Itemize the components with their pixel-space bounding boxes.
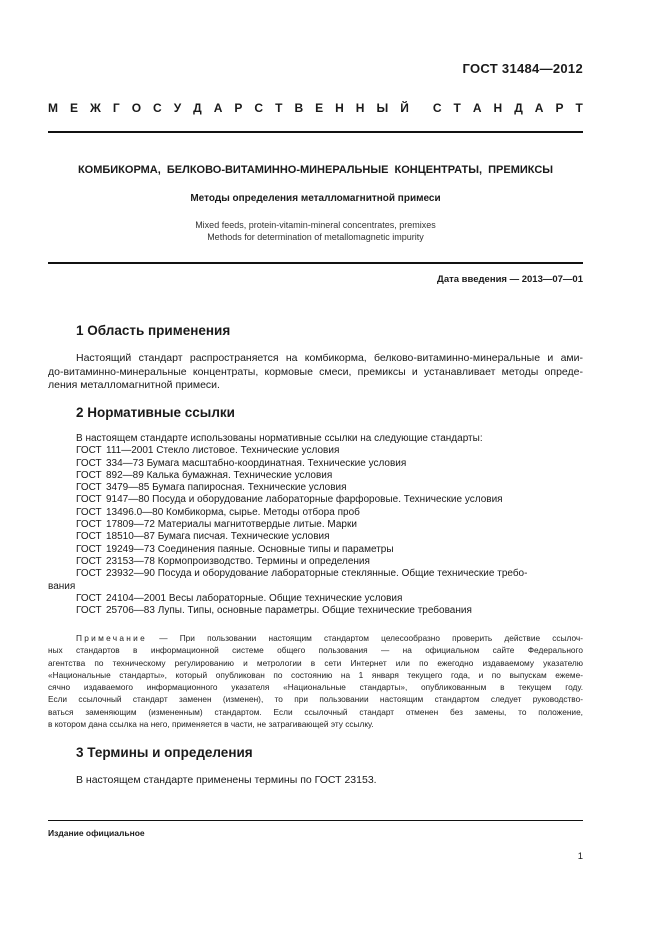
- reference-text: 111—2001 Стекло листовое. Технические условия: [106, 445, 340, 457]
- note-line: ваться заменяющим (измененным) стандартом. Если ссылочный стандарт отменен без замены, то положение,: [48, 706, 583, 717]
- banner-letter: Ы: [376, 101, 389, 115]
- reference-text: 24104—2001 Весы лабораторные. Общие технические условия: [106, 592, 403, 604]
- references-note: [48, 632, 583, 730]
- banner-letter: Ж: [90, 101, 101, 115]
- reference-text: 23932—90 Посуда и оборудование лабораторные стеклянные. Общие технические требо-: [106, 568, 528, 580]
- reference-prefix: ГОСТ: [76, 519, 102, 531]
- banner-letter: О: [131, 101, 142, 115]
- footer-divider: [48, 820, 583, 821]
- banner-letter: Т: [575, 101, 583, 115]
- reference-prefix: ГОСТ: [76, 555, 102, 567]
- reference-prefix: ГОСТ: [76, 531, 102, 543]
- reference-item: [48, 507, 583, 519]
- reference-item: [48, 482, 583, 494]
- banner-letter: Н: [493, 101, 503, 115]
- section-1-line: ления металломагнитной примеси.: [48, 379, 220, 391]
- banner-letter: А: [472, 101, 482, 115]
- reference-text: 19249—73 Соединения паяные. Основные типы и параметры: [106, 543, 394, 555]
- reference-item: [48, 568, 583, 580]
- section-3-line: В настоящем стандарте применены термины по ГОСТ 23153.: [76, 774, 377, 786]
- note-line: сячно издаваемого информационного указателя «Национальные стандарты», опубликованным в текущем году.: [48, 682, 583, 693]
- section-3-heading: 3 Термины и определения: [76, 745, 253, 760]
- reference-prefix: ГОСТ: [76, 482, 102, 494]
- banner-letter: С: [254, 101, 264, 115]
- reference-prefix: ГОСТ: [76, 605, 102, 617]
- english-title-line-2: Methods for determination of metallomagnetic impurity: [207, 232, 424, 242]
- note-line: в котором дана ссылка на него, применяется в части, не затрагивающей эту ссылку.: [48, 719, 374, 730]
- banner-letter: Г: [112, 101, 120, 115]
- section-1-line: до-витаминно-минеральные концентраты, кормовые смеси, премиксы и устанавливает методы опреде-: [48, 365, 583, 378]
- note-line: «Национальные стандарты», который опубликован по состоянию на 1 января текущего года, и по выпускам ежеме-: [48, 669, 583, 680]
- normative-references-list: [48, 433, 583, 617]
- reference-prefix: ГОСТ: [76, 543, 102, 555]
- note-label: Примечание: [76, 633, 148, 643]
- reference-text: 334—73 Бумага масштабно-координатная. Технические условия: [106, 457, 407, 469]
- english-title-line-1: Mixed feeds, protein-vitamin-mineral concentrates, premixes: [195, 220, 436, 230]
- reference-text: 18510—87 Бумага писчая. Технические условия: [106, 531, 330, 543]
- reference-item: [48, 470, 583, 482]
- reference-item: [48, 556, 583, 568]
- title-divider: [48, 262, 583, 264]
- reference-prefix: ГОСТ: [76, 592, 102, 604]
- reference-item: [48, 519, 583, 531]
- section-3-body: [48, 774, 583, 788]
- reference-item: [48, 531, 583, 543]
- document-number: ГОСТ 31484—2012: [462, 61, 583, 76]
- banner-letter: Е: [315, 101, 324, 115]
- reference-text: 25706—83 Лупы. Типы, основные параметры. Общие технические требования: [106, 605, 472, 617]
- reference-prefix: ГОСТ: [76, 506, 102, 518]
- banner-letter: В: [294, 101, 304, 115]
- note-text: — При пользовании настоящим стандартом целесообразно проверить действие ссылоч-: [159, 633, 583, 643]
- reference-prefix: ГОСТ: [76, 457, 102, 469]
- banner-letter: Р: [555, 101, 564, 115]
- reference-prefix: ГОСТ: [76, 469, 102, 481]
- official-edition-label: Издание официальное: [48, 828, 145, 838]
- section-2-heading: 2 Нормативные ссылки: [76, 405, 235, 420]
- interstate-standard-banner: [48, 101, 583, 115]
- document-title: КОМБИКОРМА, БЕЛКОВО-ВИТАМИННО-МИНЕРАЛЬНЫЕ КОНЦЕНТРАТЫ, ПРЕМИКСЫ: [77, 164, 554, 176]
- reference-text: 9147—80 Посуда и оборудование лабораторные фарфоровые. Технические условия: [106, 494, 503, 506]
- banner-letter: Н: [355, 101, 365, 115]
- reference-item: [48, 544, 583, 556]
- reference-item: [48, 605, 583, 617]
- document-subtitle: Методы определения металломагнитной примеси: [190, 193, 441, 204]
- reference-item: [48, 494, 583, 506]
- banner-letter: Т: [275, 101, 283, 115]
- top-divider: [48, 131, 583, 133]
- banner-letter: А: [534, 101, 544, 115]
- banner-letter: Й: [400, 101, 409, 115]
- section-1-line: Настоящий стандарт распространяется на комбикорма, белково-витаминно-минеральные и ами-: [76, 352, 583, 364]
- reference-text: 3479—85 Бумага папиросная. Технические условия: [106, 482, 347, 494]
- references-intro: В настоящем стандарте использованы нормативные ссылки на следующие стандарты:: [76, 433, 483, 444]
- banner-letter: Д: [514, 101, 523, 115]
- note-line: [48, 632, 583, 644]
- banner-letter: Д: [193, 101, 202, 115]
- note-line: Если ссылочный стандарт заменен (изменен), то при пользовании настоящим стандартом следует руководство-: [48, 694, 583, 705]
- reference-text: 13496.0—80 Комбикорма, сырье. Методы отбора проб: [106, 506, 360, 518]
- page-number: 1: [577, 851, 583, 862]
- banner-letter: Е: [70, 101, 79, 115]
- note-line: ных стандартов в информационной системе общего пользования — на официальном сайте Федерального: [48, 645, 583, 656]
- reference-text: 892—89 Калька бумажная. Технические условия: [106, 469, 333, 481]
- banner-letter: Р: [234, 101, 243, 115]
- reference-continuation: вания: [48, 580, 76, 592]
- banner-letter: А: [213, 101, 223, 115]
- banner-letter: Н: [335, 101, 344, 115]
- reference-text: 17809—72 Материалы магнитотвердые литые. Марки: [106, 519, 357, 531]
- note-line: агентства по техническому регулированию и метрологии в сети Интернет или по ежегодно издаваемому указателю: [48, 657, 583, 668]
- banner-letter: М: [48, 101, 58, 115]
- reference-item: [48, 593, 583, 605]
- banner-letter: С: [432, 101, 442, 115]
- section-1-heading: 1 Область применения: [76, 323, 231, 338]
- reference-prefix: ГОСТ: [76, 494, 102, 506]
- reference-item: [48, 445, 583, 457]
- reference-text: 23153—78 Кормопроизводство. Термины и определения: [106, 555, 370, 567]
- banner-letter: У: [173, 101, 182, 115]
- section-1-body: [48, 352, 583, 393]
- banner-letter: Т: [453, 101, 461, 115]
- reference-prefix: ГОСТ: [76, 445, 102, 457]
- reference-item: [48, 458, 583, 470]
- introduction-date: Дата введения — 2013—07—01: [437, 274, 583, 285]
- banner-letter: С: [153, 101, 162, 115]
- reference-prefix: ГОСТ: [76, 568, 102, 580]
